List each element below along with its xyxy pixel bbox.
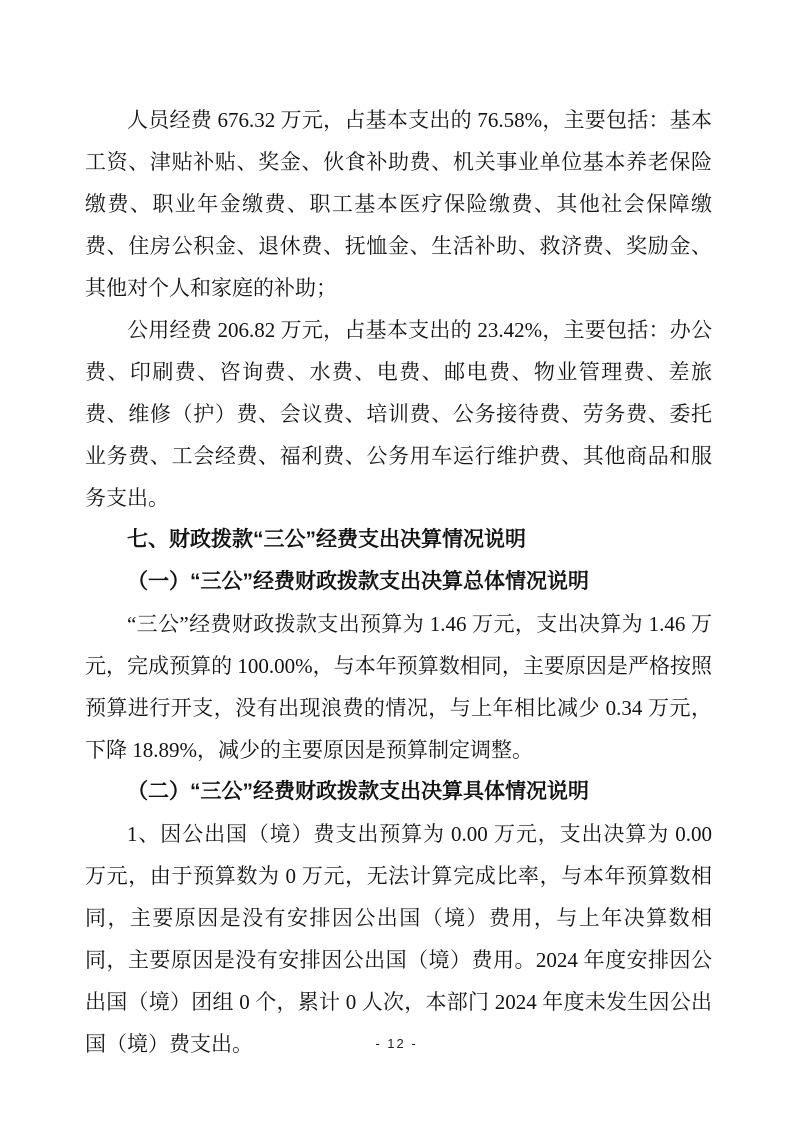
section-heading-seven: 七、财政拨款“三公”经费支出决算情况说明: [127, 528, 526, 551]
paragraph-public-expense: 公用经费 206.82 万元，占基本支出的 23.42%，主要包括：办公费、印刷费、咨询费、水费、电费、邮电费、物业管理费、差旅费、维修（护）费、会议费、培训费、公务接待费、劳务费、委托业务费、工会经费、福利费、公务用车运行维护费、其他商品和服务支出。: [85, 318, 712, 510]
subsection-heading-one: （一）“三公”经费财政拨款支出决算总体情况说明: [127, 570, 589, 593]
paragraph-three-public-overall: “三公”经费财政拨款支出预算为 1.46 万元，支出决算为 1.46 万元，完成预算的 100.00%，与本年预算数相同，主要原因是严格按照预算进行开支，没有出现浪费的情况，与上年相比减少 0.34 万元，下降 18.89%，减少的主要原因是预算制定调整。: [85, 612, 712, 762]
page-number: - 12 -: [375, 1036, 418, 1051]
paragraph-personnel-expense: 人员经费 676.32 万元，占基本支出的 76.58%，主要包括：基本工资、津贴补贴、奖金、伙食补助费、机关事业单位基本养老保险缴费、职业年金缴费、职工基本医疗保险缴费、其他社会保障缴费、住房公积金、退休费、抚恤金、生活补助、救济费、奖励金、其他对个人和家庭的补助；: [85, 108, 712, 300]
subsection-heading-two: （二）“三公”经费财政拨款支出决算具体情况说明: [127, 780, 589, 803]
document-body: [85, 99, 712, 1065]
paragraph-overseas-travel: 1、因公出国（境）费支出预算为 0.00 万元，支出决算为 0.00 万元，由于预算数为 0 万元，无法计算完成比率，与本年预算数相同，主要原因是没有安排因公出国（境）费用，与上年决算数相同，主要原因是没有安排因公出国（境）费用。2024 年度安排因公出国（境）团组 0 个，累计 0 人次，本部门 2024 年度未发生因公出国（境）费支出。: [85, 822, 712, 1056]
